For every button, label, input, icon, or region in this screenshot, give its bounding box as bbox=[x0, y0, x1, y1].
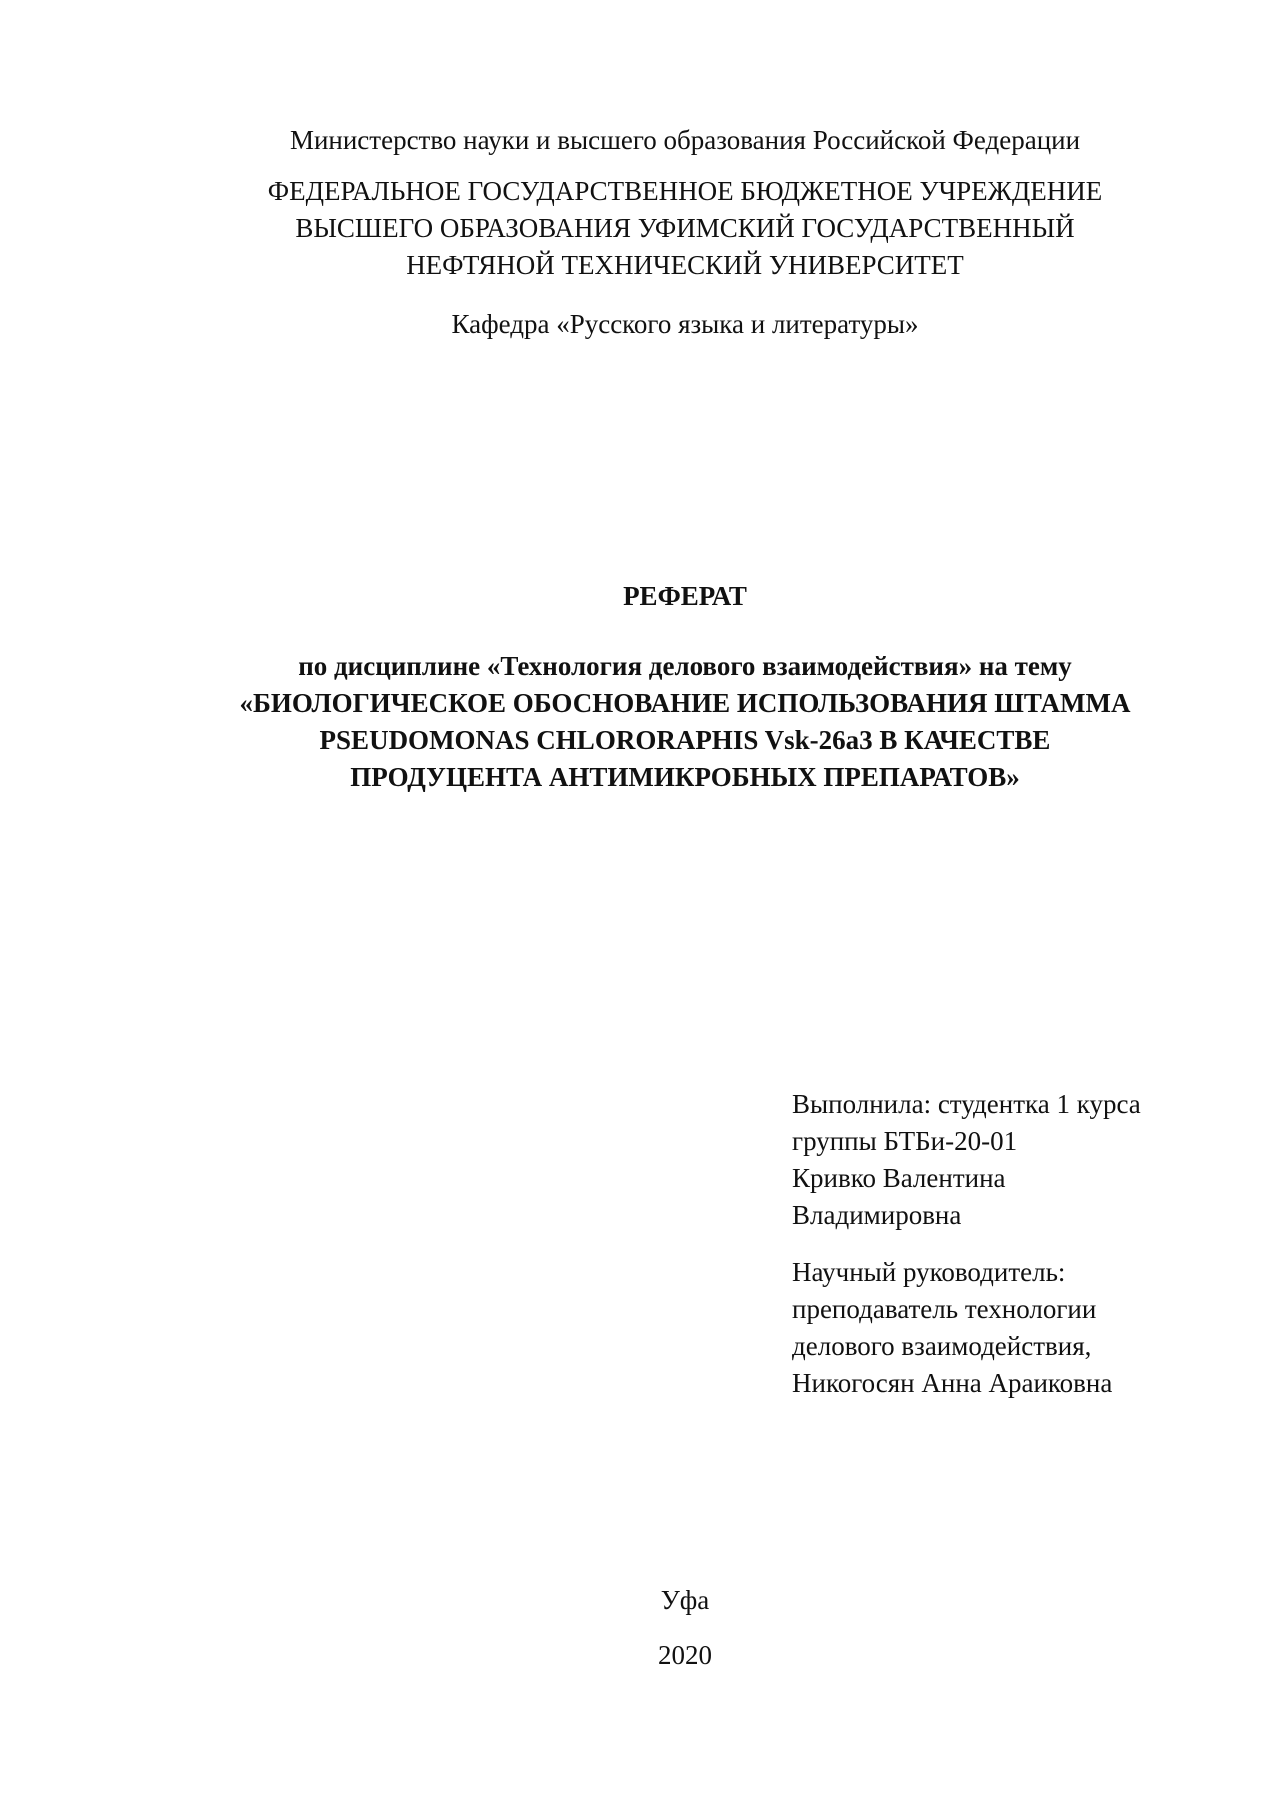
supervisor-line: Научный руководитель: bbox=[792, 1257, 1066, 1287]
subject-line: «БИОЛОГИЧЕСКОЕ ОБОСНОВАНИЕ ИСПОЛЬЗОВАНИЯ ШТАММА bbox=[239, 688, 1131, 718]
supervisor-info bbox=[792, 1254, 1232, 1402]
institution-line: ФЕДЕРАЛЬНОЕ ГОСУДАРСТВЕННОЕ БЮДЖЕТНОЕ УЧРЕЖДЕНИЕ bbox=[267, 176, 1103, 206]
subject-line: по дисциплине «Технология делового взаимодействия» на тему bbox=[298, 651, 1072, 681]
city: Уфа bbox=[660, 1585, 710, 1615]
author-line: Кривко Валентина bbox=[792, 1163, 1006, 1193]
subject-line: PSEUDOMONAS CHLORORAPHIS Vsk-26a3 В КАЧЕСТВЕ bbox=[319, 725, 1051, 755]
author-line: группы БТБи-20-01 bbox=[792, 1126, 1018, 1156]
year: 2020 bbox=[658, 1640, 712, 1670]
institution-line: НЕФТЯНОЙ ТЕХНИЧЕСКИЙ УНИВЕРСИТЕТ bbox=[406, 250, 964, 280]
supervisor-line: Никогосян Анна Араиковна bbox=[792, 1368, 1113, 1398]
author-line: Владимировна bbox=[792, 1200, 962, 1230]
supervisor-line: делового взаимодействия, bbox=[792, 1331, 1092, 1361]
author-info bbox=[792, 1086, 1232, 1234]
ministry-name: Министерство науки и высшего образования Российской Федерации bbox=[289, 125, 1081, 155]
supervisor-line: преподаватель технологии bbox=[792, 1294, 1097, 1324]
document-type: РЕФЕРАТ bbox=[623, 581, 747, 611]
author-line: Выполнила: студентка 1 курса bbox=[792, 1089, 1141, 1119]
subject-line: ПРОДУЦЕНТА АНТИМИКРОБНЫХ ПРЕПАРАТОВ» bbox=[350, 762, 1020, 792]
document-subject bbox=[190, 648, 1180, 796]
institution-line: ВЫСШЕГО ОБРАЗОВАНИЯ УФИМСКИЙ ГОСУДАРСТВЕННЫЙ bbox=[295, 213, 1075, 243]
department-name: Кафедра «Русского языка и литературы» bbox=[451, 309, 919, 339]
institution-name bbox=[190, 173, 1180, 284]
